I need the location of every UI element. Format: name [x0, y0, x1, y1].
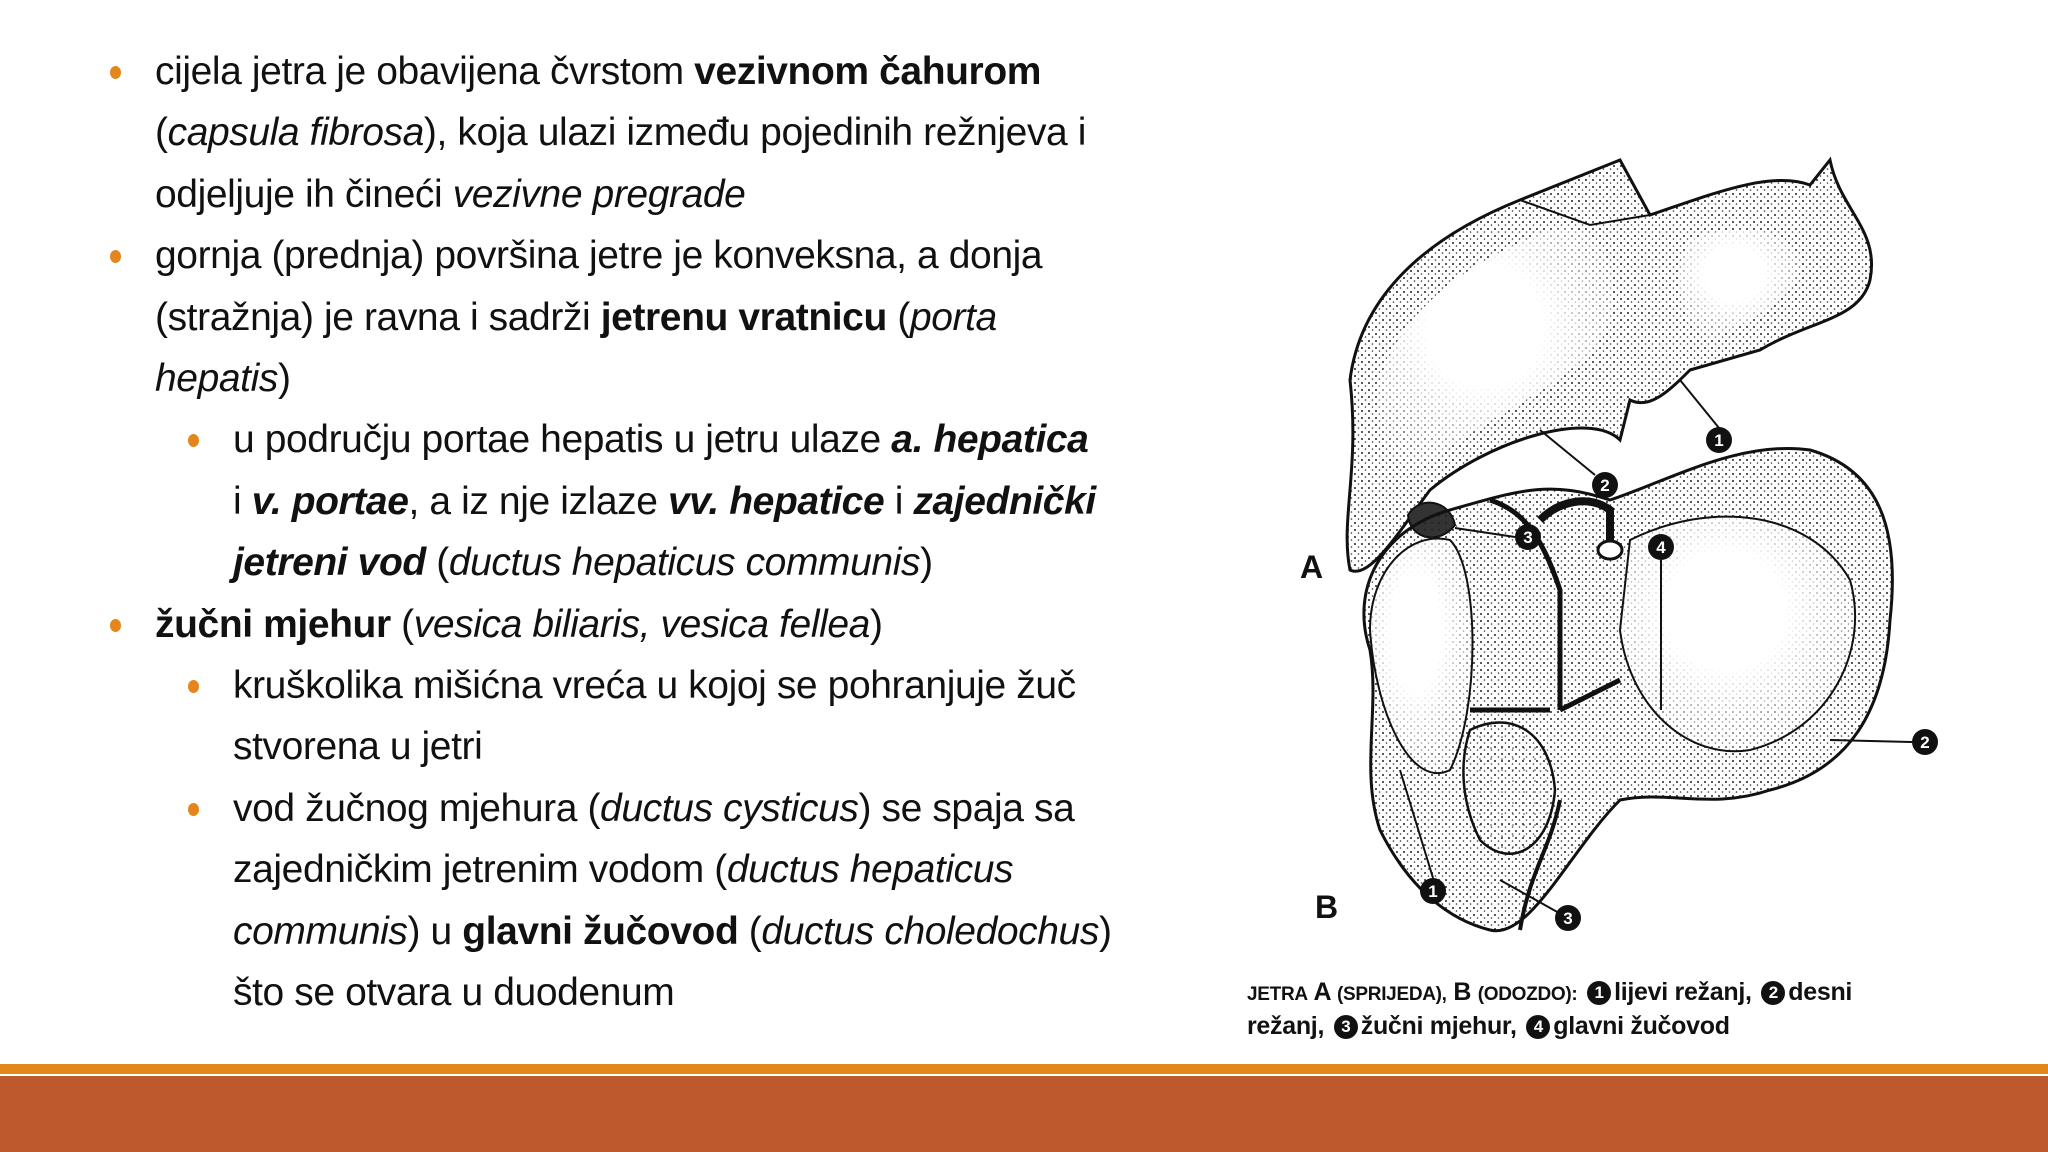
text-line	[155, 171, 745, 219]
text-run: )	[869, 602, 883, 646]
text-run: a. hepatica	[891, 418, 1089, 462]
bullet-icon	[188, 680, 199, 693]
text-run: stvorena u jetri	[233, 725, 483, 769]
text-run: (stražnja) je ravna i sadrži	[155, 295, 601, 339]
caption-number-icon: 2	[1761, 981, 1785, 1005]
caption-item-1: lijevi režanj,	[1614, 978, 1752, 1006]
text-run: zajednički	[913, 479, 1096, 523]
caption-item-2: desni	[1788, 978, 1853, 1006]
caption-item-2-cont: režanj,	[1247, 1012, 1325, 1040]
text-line	[155, 294, 997, 342]
text-line	[155, 355, 291, 403]
liver-illustration	[1290, 150, 2048, 960]
caption-a: A	[1313, 978, 1331, 1006]
figure-caption-line-2	[1247, 1012, 1730, 1041]
caption-b: B	[1453, 978, 1472, 1006]
text-run: vv. hepatice	[667, 479, 885, 523]
text-run: gornja (prednja) površina jetre je konveksna, a donja	[155, 234, 1043, 278]
caption-item-3: žučni mjehur,	[1360, 1012, 1517, 1040]
text-run: ), koja ulazi između pojedinih režnjeva i	[423, 111, 1087, 155]
svg-text:4: 4	[1656, 538, 1666, 557]
text-run: glavni žučovod	[462, 909, 739, 953]
text-run: )	[920, 541, 933, 585]
text-line	[233, 662, 1076, 710]
text-line	[233, 478, 1096, 526]
text-run: (	[738, 909, 762, 953]
text-line	[155, 48, 1041, 96]
text-run: porta	[909, 295, 997, 339]
text-run: zajedničkim jetrenim vodom (	[233, 848, 727, 892]
text-run: ductus choledochus	[761, 909, 1099, 953]
text-line	[233, 539, 933, 587]
text-run: hepatis	[155, 357, 278, 400]
text-run: (	[155, 111, 168, 155]
text-run: )	[1098, 909, 1112, 953]
bullet-icon	[110, 619, 121, 632]
text-run: što se otvara u duodenum	[233, 971, 675, 1014]
text-run: vesica biliaris, vesica fellea	[413, 602, 870, 646]
text-run: cijela jetra je obavijena čvrstom	[155, 50, 695, 93]
marker-a-1	[1680, 380, 1732, 453]
caption-title: JETRA	[1247, 984, 1308, 1005]
figure-caption-line-1	[1247, 978, 1852, 1007]
text-line	[233, 969, 674, 1017]
text-run: ductus hepaticus communis	[448, 541, 921, 585]
text-run: (	[886, 295, 910, 339]
bullet-icon	[188, 803, 199, 816]
text-run: capsula fibrosa	[167, 111, 424, 155]
text-run: )	[277, 357, 291, 400]
text-run: i	[233, 479, 252, 523]
caption-number-icon: 1	[1587, 981, 1611, 1005]
liver-inferior-view	[1364, 448, 1892, 930]
text-run: communis	[233, 909, 408, 953]
svg-text:2: 2	[1920, 733, 1930, 752]
svg-text:3: 3	[1523, 528, 1533, 547]
caption-item-4: glavni žučovod	[1553, 1012, 1730, 1040]
bullet-icon	[188, 434, 199, 447]
text-line	[155, 232, 1042, 280]
caption-b-desc: (ODOZDO):	[1477, 984, 1578, 1005]
text-run: , a iz nje izlaze	[408, 479, 668, 523]
label-a: A	[1300, 549, 1324, 585]
text-line	[233, 846, 1013, 894]
footer-bar	[0, 1076, 2048, 1152]
text-line	[233, 723, 482, 771]
text-line	[155, 601, 883, 649]
text-run: i	[884, 479, 914, 523]
bullet-icon	[110, 66, 121, 79]
text-run: ) se spaja sa	[858, 786, 1075, 830]
caption-a-desc: (SPRIJEDA),	[1337, 984, 1447, 1005]
text-run: vezivnom čahurom	[694, 50, 1042, 93]
text-run: (	[425, 541, 449, 585]
text-run: u području portae hepatis u jetru ulaze	[233, 418, 892, 462]
text-run: ductus cysticus	[600, 786, 859, 830]
text-run: vod žučnog mjehura (	[233, 786, 601, 830]
text-run: odjeljuje ih čineći	[155, 172, 453, 216]
text-run: žučni mjehur	[155, 602, 391, 646]
text-line	[155, 109, 1086, 157]
text-run: (	[390, 602, 414, 646]
text-run: vezivne pregrade	[452, 172, 746, 216]
caption-number-icon: 4	[1526, 1015, 1550, 1039]
text-line	[233, 416, 1088, 464]
text-line	[233, 785, 1074, 833]
svg-text:1: 1	[1714, 431, 1724, 450]
text-line	[233, 908, 1112, 956]
text-run: jetreni vod	[233, 541, 426, 585]
svg-text:3: 3	[1563, 909, 1573, 928]
svg-text:2: 2	[1600, 476, 1610, 495]
text-run: jetrenu vratnicu	[600, 295, 887, 339]
svg-text:1: 1	[1428, 882, 1438, 901]
text-run: v. portae	[251, 479, 409, 523]
label-b: B	[1315, 889, 1339, 925]
bullet-icon	[110, 250, 121, 263]
footer-accent-stripe	[0, 1064, 2048, 1074]
text-run: ) u	[407, 909, 463, 953]
text-run: kruškolika mišićna vreća u kojoj se pohranjuje žuč	[233, 664, 1076, 707]
text-run: ductus hepaticus	[726, 848, 1014, 892]
caption-number-icon: 3	[1334, 1015, 1358, 1039]
